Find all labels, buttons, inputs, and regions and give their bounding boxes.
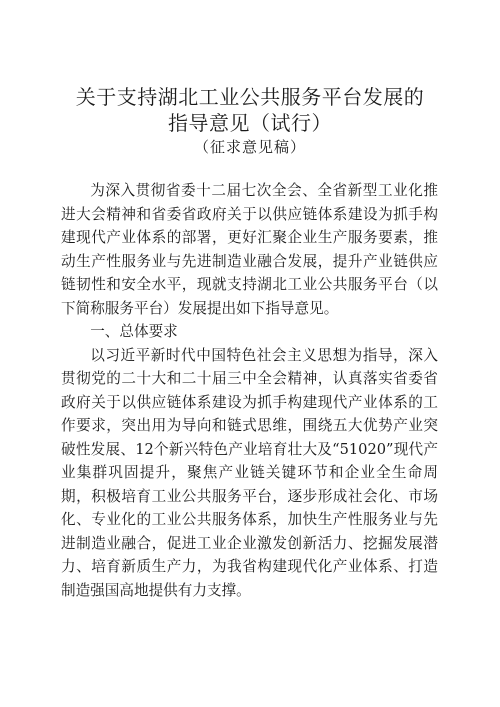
document-body: [61, 179, 438, 602]
section-paragraph: 以习近平新时代中国特色社会主义思想为指导，深入贯彻党的二十大和二十届三中全会精神，认真落实省委省政府关于以供应链体系建设为抓手构建现代产业体系的工作要求，突出用为导向和链式思维，围绕五大优势产业突破性发展、12个新兴特色产业培育壮大及“51020”现代产业集群巩固提升，聚焦产业链关键环节和企业全生命周期，积极培育工业公共服务平台，逐步形成社会化、市场化、专业化的工业公共服务体系，加快生产性服务业与先进制造业融合，促进工业企业激发创新活力、挖掘发展潜力、培育新质生产力，为我省构建现代化产业体系、打造制造强国高地提供有力支撑。: [61, 346, 438, 599]
intro-paragraph: 为深入贯彻省委十二届七次全会、全省新型工业化推进大会精神和省委省政府关于以供应链体系建设为抓手构建现代产业体系的部署，更好汇聚企业生产服务要素，推动生产性服务业与先进制造业融合发展，提升产业链供应链韧性和安全水平，现就支持湖北工业公共服务平台（以下简称服务平台）发展提出如下指导意见。: [61, 182, 438, 317]
document-title-line-2: 指导意见（试行）: [168, 111, 332, 135]
document-title-line-1: 关于支持湖北工业公共服务平台发展的: [75, 85, 425, 109]
section-heading: 一、总体要求: [90, 323, 178, 340]
document-subtitle: （征求意见稿）: [193, 138, 306, 156]
